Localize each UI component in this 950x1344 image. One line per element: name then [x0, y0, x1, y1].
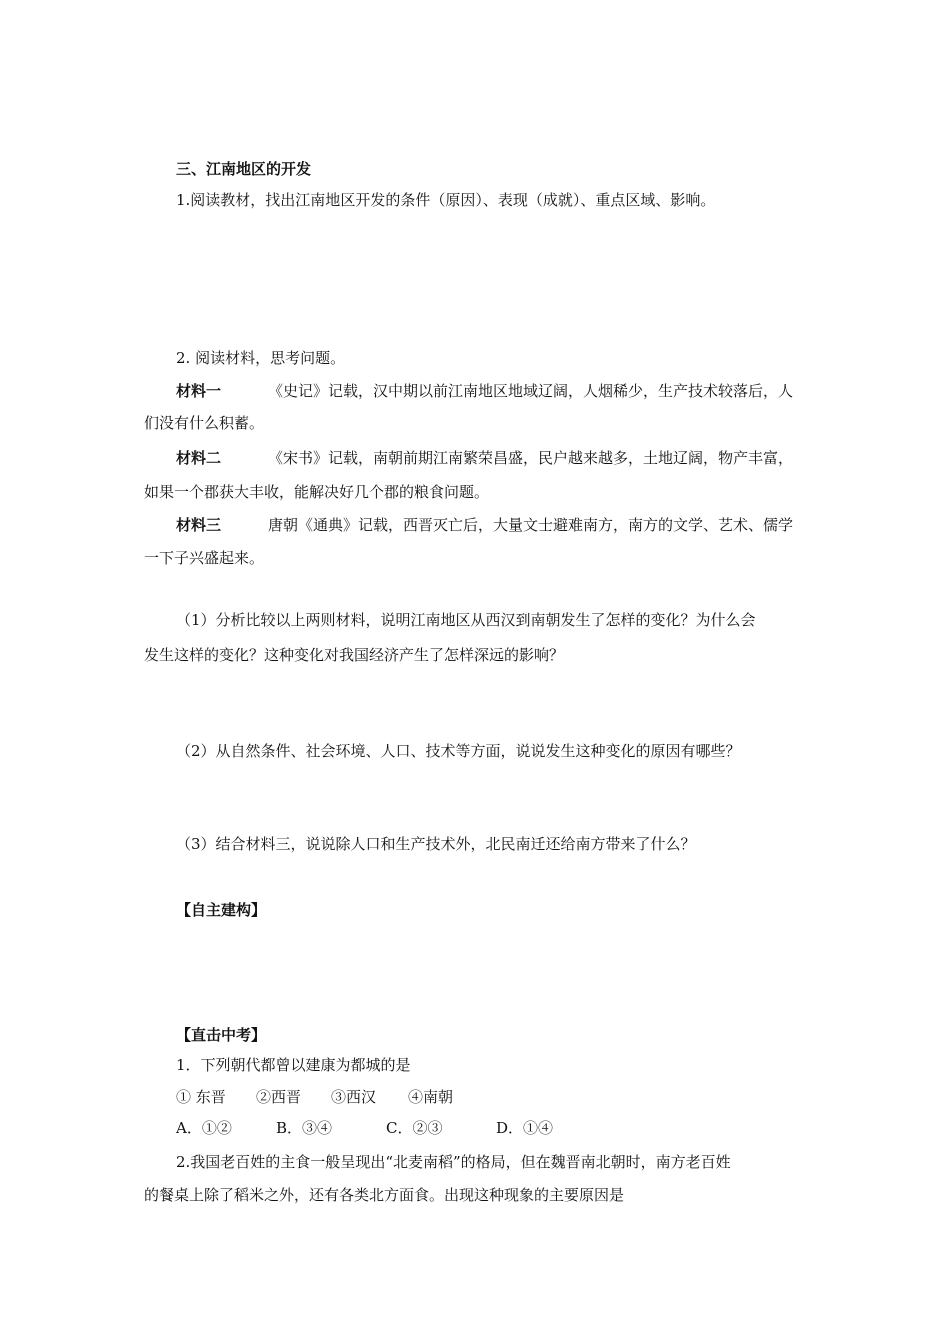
choice-b: B．③④ [276, 1119, 333, 1137]
material-text: 唐朝《通典》记载，西晋灭亡后，大量文士避难南方，南方的文学、艺术、儒学 [268, 516, 794, 534]
exam-question-1: 1．下列朝代都曾以建康为都城的是 [176, 1056, 411, 1074]
sub-question-1-continued: 发生这样的变化？这种变化对我国经济产生了怎样深远的影响？ [144, 646, 565, 664]
list-item: ②西晋 [256, 1088, 302, 1106]
exam-question-1-items [176, 1086, 453, 1108]
choice-a: A．①② [176, 1119, 232, 1137]
list-item: ③西汉 [331, 1088, 377, 1106]
sub-question-1: （1）分析比较以上两则材料，说明江南地区从西汉到南朝发生了怎样的变化？为什么会 [176, 611, 756, 629]
self-build-heading: 【自主建构】 [176, 901, 267, 919]
question-1: 1.阅读教材，找出江南地区开发的条件（原因）、表现（成就）、重点区域、影响。 [176, 191, 716, 209]
material-3-continued: 一下子兴盛起来。 [144, 549, 265, 567]
material-label: 材料一 [176, 382, 222, 400]
list-item: ① 东晋 [176, 1088, 226, 1106]
material-1 [176, 380, 793, 402]
material-3 [176, 514, 793, 536]
question-2-intro: 2. 阅读材料，思考问题。 [176, 349, 346, 367]
choice-d: D．①④ [496, 1119, 554, 1137]
material-2-continued: 如果一个郡获大丰收，能解决好几个郡的粮食问题。 [144, 483, 490, 501]
exam-question-2-continued: 的餐桌上除了稻米之外，还有各类北方面食。出现这种现象的主要原因是 [144, 1186, 625, 1204]
material-text: 《宋书》记载，南朝前期江南繁荣昌盛，民户越来越多，土地辽阔，物产丰富， [268, 449, 794, 467]
exam-question-2: 2.我国老百姓的主食一般呈现出“北麦南稻”的格局，但在魏晋南北朝时，南方老百姓 [176, 1153, 731, 1171]
exam-question-1-choices [176, 1117, 553, 1139]
material-text: 《史记》记载，汉中期以前江南地区地域辽阔，人烟稀少，生产技术较落后，人 [268, 382, 794, 400]
material-2 [176, 447, 793, 469]
choice-c: C．②③ [386, 1119, 443, 1137]
material-1-continued: 们没有什么积蓄。 [144, 414, 265, 432]
list-item: ④南朝 [408, 1088, 454, 1106]
material-label: 材料二 [176, 449, 222, 467]
material-label: 材料三 [176, 516, 222, 534]
sub-question-2: （2）从自然条件、社会环境、人口、技术等方面，说说发生这种变化的原因有哪些？ [176, 742, 741, 760]
exam-heading: 【直击中考】 [176, 1026, 267, 1044]
sub-question-3: （3）结合材料三，说说除人口和生产技术外，北民南迁还给南方带来了什么？ [176, 835, 696, 853]
section-heading: 三、江南地区的开发 [176, 160, 312, 178]
